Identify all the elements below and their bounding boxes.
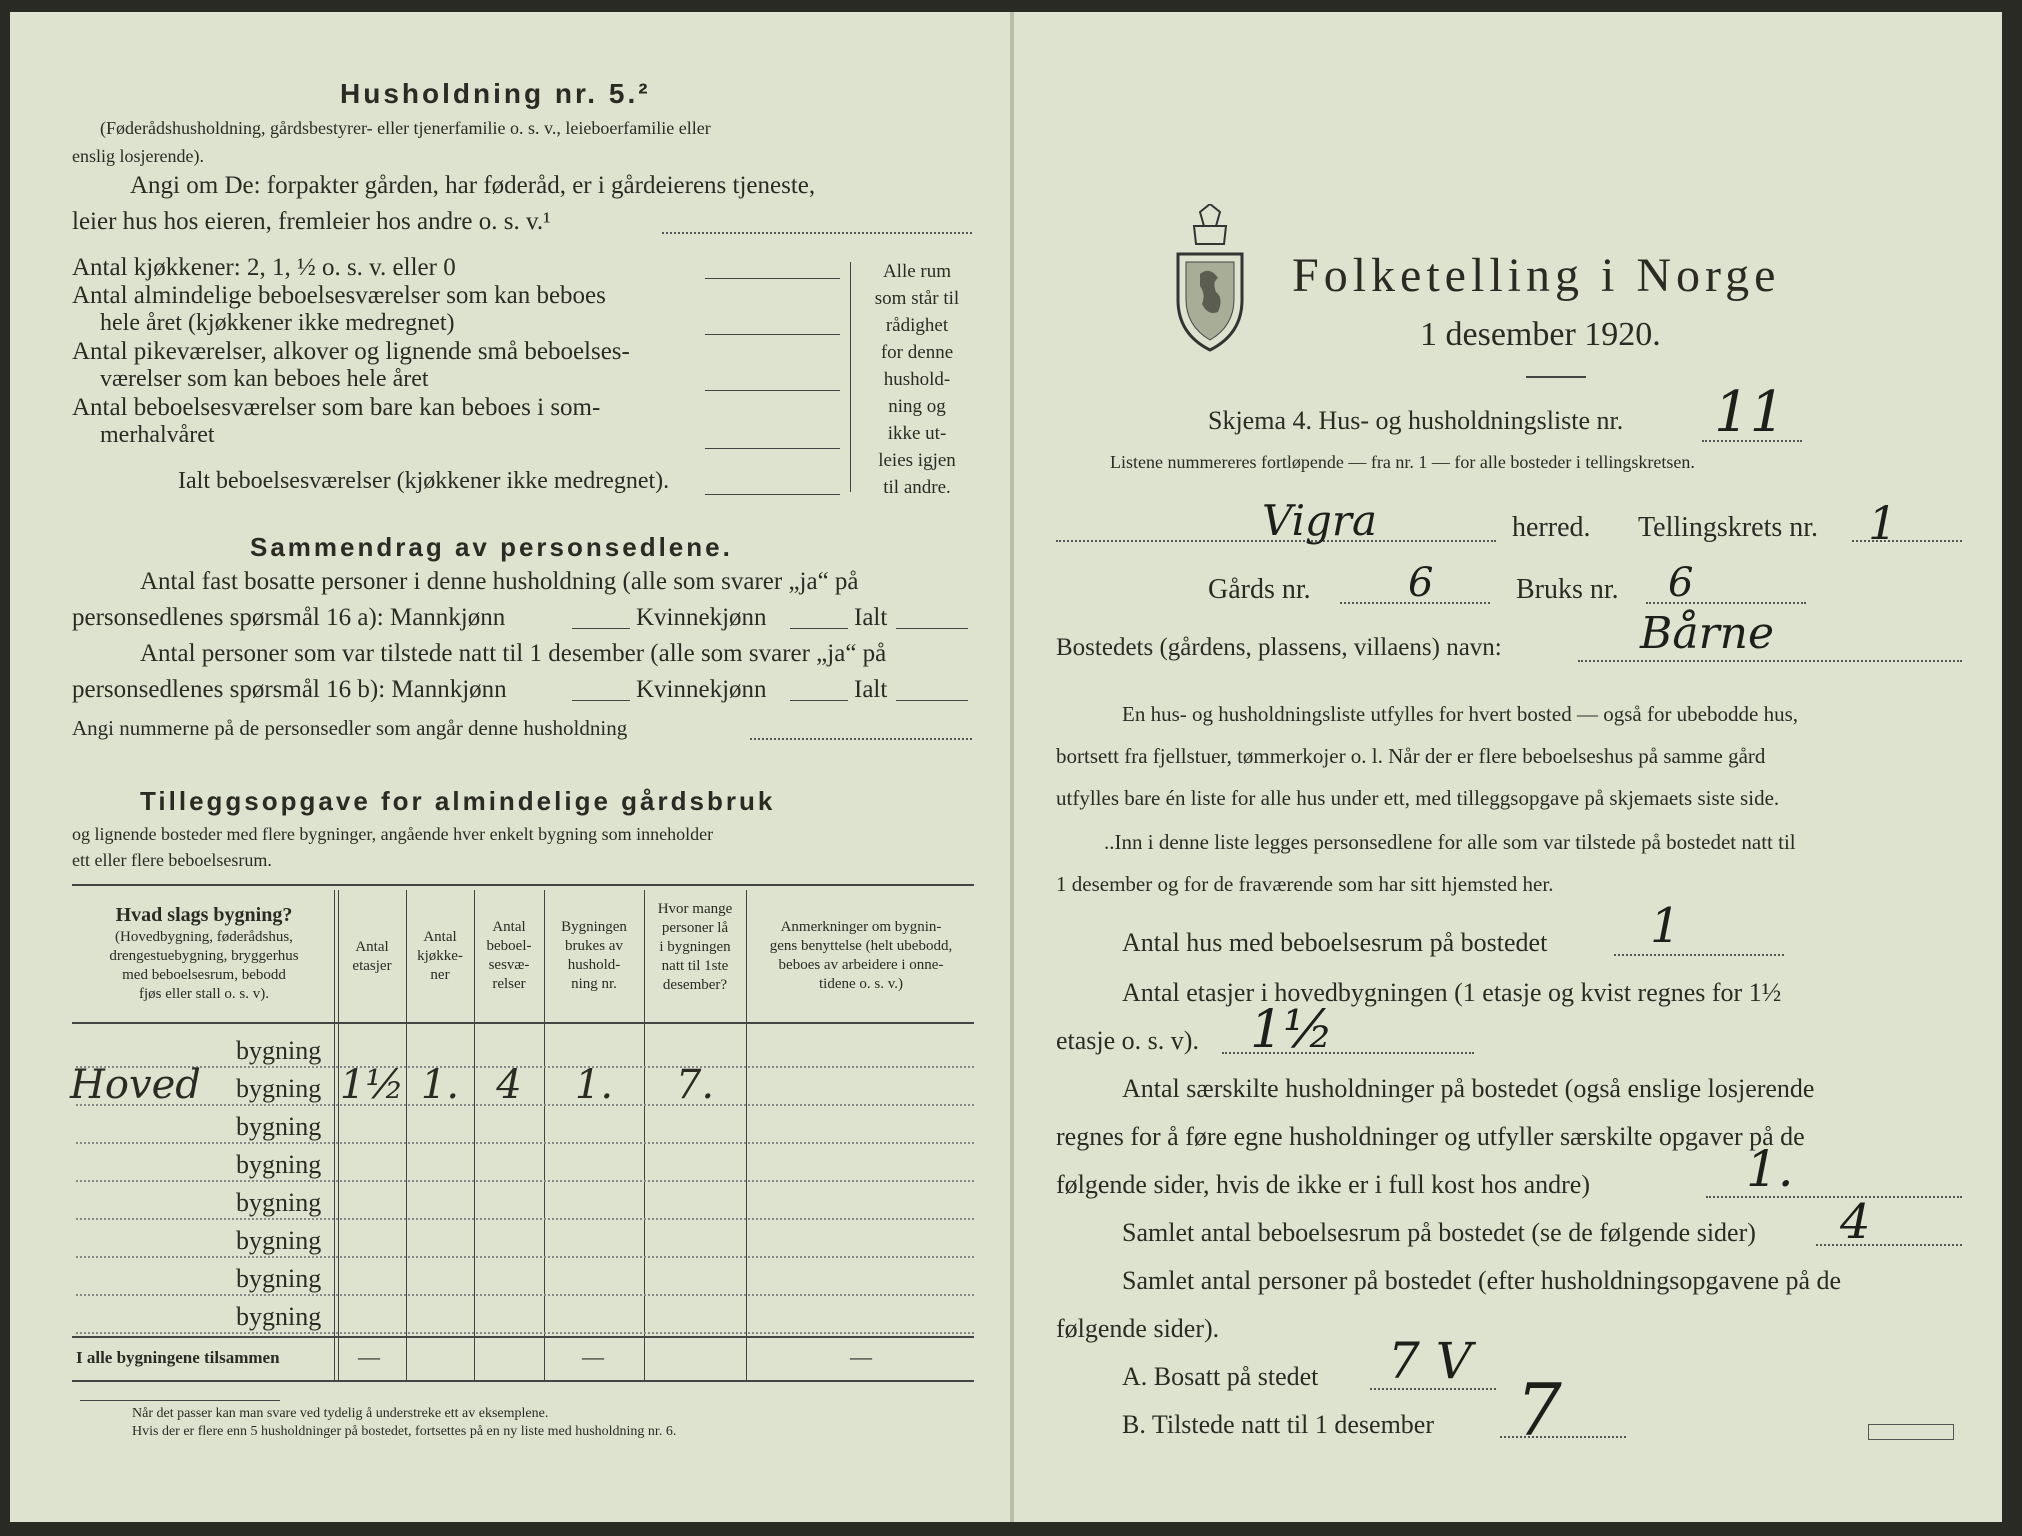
table-cell-husholdning: 1. xyxy=(574,1062,614,1108)
gards-value: 6 xyxy=(1408,560,1434,606)
samlet-pers-line1: Samlet antal personer på bostedet (efter husholdningsopgavene på de xyxy=(1122,1266,1842,1295)
supplement-line1: og lignende bosteder med flere bygninger, angående hver enkelt bygning som inneholder xyxy=(72,824,714,844)
household-subtitle-1: (Føderådshusholdning, gårdsbestyrer- eller tjenerfamilie o. s. v., leieboerfamilie eller xyxy=(100,118,711,138)
s1-kvinne-fill xyxy=(790,628,848,629)
summary-p2-line1: Antal personer som var tilstede natt til 1 desember (alle som svarer „ja“ på xyxy=(140,640,887,667)
table-row-bygning-label: bygning xyxy=(236,1302,322,1331)
s2-kvinne-fill xyxy=(790,700,848,701)
tellingskrets-value: 1 xyxy=(1868,496,1898,550)
total-etasjer-dash: — xyxy=(358,1344,380,1369)
summary-p1-line2: personsedlenes spørsmål 16 a): Mannkjønn xyxy=(72,604,506,631)
instr-3: utfylles bare én liste for alle hus under ett, med tilleggsopgave på skjemaets siste side. xyxy=(1056,786,1780,810)
s1-ialt-label: Ialt xyxy=(854,604,888,631)
table-row-rule xyxy=(76,1332,974,1334)
instr-1: En hus- og husholdningsliste utfylles for hvert bosted — også for ubebodde hus, xyxy=(1122,702,1798,726)
table-row-bygning-label: bygning xyxy=(236,1150,322,1179)
s1-ialt-fill xyxy=(896,628,968,629)
sarskilte-value: 1. xyxy=(1746,1140,1794,1198)
rooms-fill-2 xyxy=(705,334,840,335)
s2-kvinne-label: Kvinnekjønn xyxy=(636,676,767,703)
total-anmerkning-dash: — xyxy=(850,1344,872,1369)
bosatt-value: 7 V xyxy=(1388,1332,1472,1390)
table-row-rule xyxy=(76,1256,974,1258)
col5-header: Bygningen brukes av hushold- ning nr. xyxy=(561,919,627,992)
sarskilte-line2: regnes for å føre egne husholdninger og utfyller særskilte opgaver på de xyxy=(1056,1122,1805,1151)
s1-kvinne-label: Kvinnekjønn xyxy=(636,604,767,631)
table-row-kind: Hoved xyxy=(70,1062,201,1108)
table-top-rule xyxy=(72,884,974,886)
supplement-title: Tilleggsopgave for almindelige gårdsbruk xyxy=(140,786,776,816)
rooms-bracket xyxy=(850,262,851,492)
col1-header: Hvad slags bygning? (Hovedbygning, føderådshus, drengestuebygning, bryggerhus med beboelsesrum, bebodd fjøs eller stall o. s. v). xyxy=(109,904,299,1002)
bruks-label: Bruks nr. xyxy=(1516,574,1619,605)
table-row-rule xyxy=(76,1180,974,1182)
norway-coat-of-arms-icon xyxy=(1172,204,1248,354)
rooms-line-4: Antal pikeværelser, alkover og lignende små beboelses- xyxy=(72,338,630,365)
herred-value: Vigra xyxy=(1262,496,1378,545)
col4-header: Antal beboel- sesvæ- relser xyxy=(486,919,532,992)
samlet-rum-fill xyxy=(1816,1244,1962,1246)
col6-header: Hvor mange personer lå i bygningen natt til 1ste desember? xyxy=(657,901,733,993)
bosted-value: Bårne xyxy=(1640,608,1774,659)
rooms-fill-3 xyxy=(705,390,840,391)
angi-fill-line xyxy=(662,232,972,234)
rooms-line-6: Antal beboelsesværelser som bare kan beboes i som- xyxy=(72,394,601,421)
rooms-line-5: værelser som kan beboes hele året xyxy=(100,366,429,392)
supplement-line2: ett eller flere beboelsesrum. xyxy=(72,850,272,870)
title-rule xyxy=(1526,376,1586,378)
table-cell-vaerelser: 4 xyxy=(496,1062,522,1108)
total-label: I alle bygningene tilsammen xyxy=(76,1348,280,1367)
table-row-rule xyxy=(76,1142,974,1144)
footnote-1: Når det passer kan man svare ved tydelig å understreke ett av eksemplene. xyxy=(132,1406,549,1421)
rooms-line-7: merhalvåret xyxy=(100,422,215,448)
etasjer-line2: etasje o. s. v). xyxy=(1056,1026,1199,1055)
census-title: Folketelling i Norge xyxy=(1292,249,1781,302)
summary-p1-line1: Antal fast bosatte personer i denne husholdning (alle som svarer „ja“ på xyxy=(140,568,859,595)
page-fold xyxy=(1010,12,1014,1522)
table-cell-etasjer: 1½ xyxy=(339,1062,405,1108)
table-row-bygning-label: bygning xyxy=(236,1226,322,1255)
bosted-fill xyxy=(1578,660,1962,662)
table-row-rule xyxy=(76,1294,974,1296)
instr-2: bortsett fra fjellstuer, tømmerkojer o. l. Når der er flere beboelseshus på samme gård xyxy=(1056,744,1766,768)
table-row-bygning-label: bygning xyxy=(236,1264,322,1293)
household-title: Husholdning nr. 5.² xyxy=(340,78,651,109)
gards-label: Gårds nr. xyxy=(1208,574,1311,605)
rooms-fill-4 xyxy=(705,448,840,449)
hus-fill xyxy=(1614,954,1784,956)
etasjer-line1: Antal etasjer i hovedbygningen (1 etasje og kvist regnes for 1½ xyxy=(1122,978,1782,1007)
hus-label: Antal hus med beboelsesrum på bostedet xyxy=(1122,928,1548,957)
summary-title: Sammendrag av personsedlene. xyxy=(250,532,733,562)
table-cell-kjokkener: 1. xyxy=(420,1062,460,1108)
nummerne-fill xyxy=(750,738,972,740)
table-col-divider-1 xyxy=(334,890,335,1380)
angi-line-2: leier hus hos eieren, fremleier hos andre o. s. v.¹ xyxy=(72,208,551,235)
samlet-pers-line2: følgende sider). xyxy=(1056,1314,1220,1343)
sarskilte-line1: Antal særskilte husholdninger på bostedet (også enslige losjerende xyxy=(1122,1074,1815,1103)
hus-value: 1 xyxy=(1650,898,1681,954)
printer-stamp xyxy=(1868,1424,1954,1440)
skjema-label: Skjema 4. Hus- og husholdningsliste nr. xyxy=(1208,406,1624,435)
footnote-2: Hvis der er flere enn 5 husholdninger på bostedet, fortsettes på en ny liste med husholdning nr. 6. xyxy=(132,1424,677,1439)
s2-mann-fill xyxy=(572,700,630,701)
col3-header: Antal kjøkke- ner xyxy=(417,929,463,983)
rooms-line-1: Antal kjøkkener: 2, 1, ½ o. s. v. eller 0 xyxy=(72,254,456,281)
table-cell-personer: 7. xyxy=(675,1062,715,1108)
sarskilte-fill xyxy=(1706,1196,1962,1198)
tilstede-label: B. Tilstede natt til 1 desember xyxy=(1122,1410,1434,1439)
table-total-rule xyxy=(72,1336,974,1338)
table-row-bygning-label: bygning xyxy=(236,1188,322,1217)
table-bottom-rule xyxy=(72,1380,974,1382)
table-col-divider-6 xyxy=(746,890,747,1380)
table-header-rule xyxy=(72,1022,974,1024)
s2-ialt-fill xyxy=(896,700,968,701)
samlet-rum-value: 4 xyxy=(1840,1194,1871,1250)
tilstede-value: 7 xyxy=(1516,1368,1562,1452)
rooms-line-3: hele året (kjøkkener ikke medregnet) xyxy=(100,310,455,336)
table-row-bygning-label: bygning xyxy=(236,1112,322,1141)
bosatt-label: A. Bosatt på stedet xyxy=(1122,1362,1319,1391)
s2-ialt-label: Ialt xyxy=(854,676,888,703)
tellingskrets-label: Tellingskrets nr. xyxy=(1638,512,1819,543)
table-row-rule xyxy=(76,1218,974,1220)
etasjer-value: 1½ xyxy=(1250,1000,1334,1060)
angi-line-1: Angi om De: forpakter gården, har føderåd, er i gårdeierens tjeneste, xyxy=(130,172,816,199)
herred-label: herred. xyxy=(1512,512,1591,543)
rooms-note: Alle rum som står til rådighet for denne hushold- ning og ikke ut- leies igjen til andre. xyxy=(874,261,960,498)
angi-nummerne: Angi nummerne på de personsedler som angår denne husholdning xyxy=(72,716,628,740)
col7-header: Anmerkninger om bygnin- gens benyttelse (helt ubebodd, beboes av arbeidere i onne- tidene o. s. v.) xyxy=(769,919,953,992)
table-row-bygning-label: bygning xyxy=(236,1036,322,1065)
samlet-rum-label: Samlet antal beboelsesrum på bostedet (se de følgende sider) xyxy=(1122,1218,1756,1247)
total-husholdning-dash: — xyxy=(582,1344,604,1369)
instr-4: ..Inn i denne liste legges personsedlene for alle som var tilstede på bostedet natt til xyxy=(1104,830,1796,854)
rooms-fill-1 xyxy=(705,278,840,279)
instr-5: 1 desember og for de fraværende som har sitt hjemsted her. xyxy=(1056,872,1554,896)
col2-header: Antal etasjer xyxy=(352,939,392,974)
bruks-value: 6 xyxy=(1668,560,1694,606)
household-subtitle-2: enslig losjerende). xyxy=(72,146,204,166)
ialt-rooms-label: Ialt beboelsesværelser (kjøkkener ikke medregnet). xyxy=(178,468,670,494)
table-row-bygning-label: bygning xyxy=(236,1074,322,1103)
ialt-rooms-fill xyxy=(705,494,840,495)
sarskilte-line3: følgende sider, hvis de ikke er i full kost hos andre) xyxy=(1056,1170,1590,1199)
census-date: 1 desember 1920. xyxy=(1420,316,1661,353)
rooms-line-2: Antal almindelige beboelsesværelser som kan beboes xyxy=(72,282,606,309)
liste-nr-value: 11 xyxy=(1714,380,1786,445)
footnote-rule xyxy=(80,1400,280,1401)
s1-mann-fill xyxy=(572,628,630,629)
summary-p2-line2: personsedlenes spørsmål 16 b): Mannkjønn xyxy=(72,676,507,703)
listene-note: Listene nummereres fortløpende — fra nr. 1 — for alle bosteder i tellingskretsen. xyxy=(1110,452,1695,472)
bosted-label: Bostedets (gårdens, plassens, villaens) navn: xyxy=(1056,634,1502,661)
